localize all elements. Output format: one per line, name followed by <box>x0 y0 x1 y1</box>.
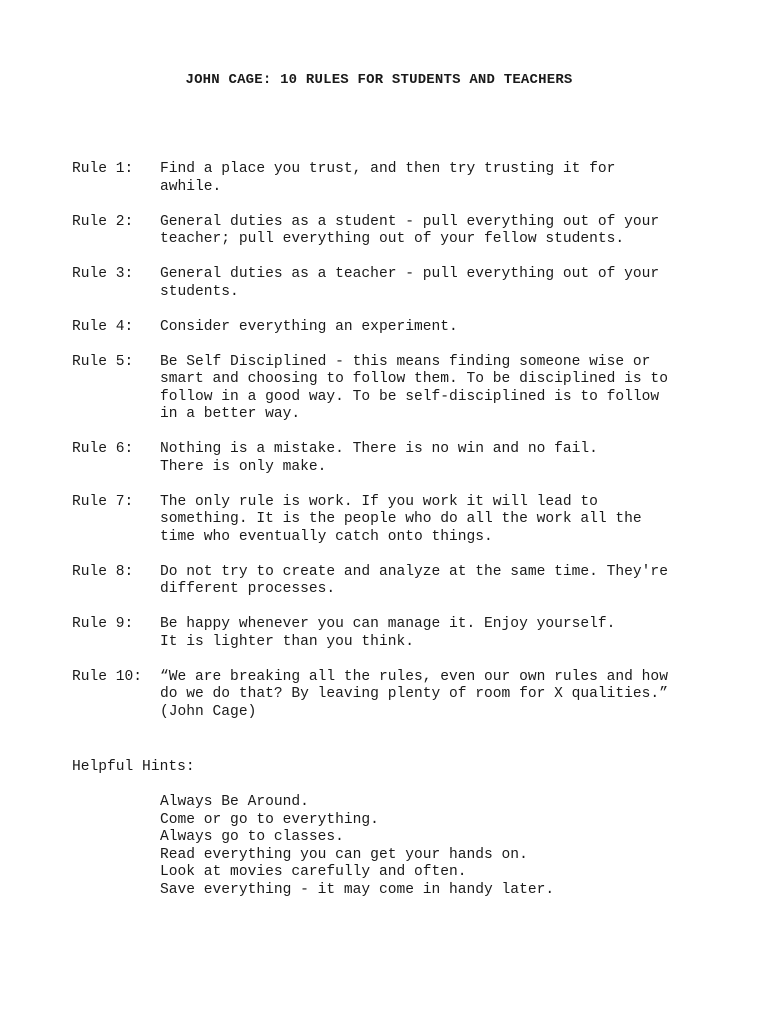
rule-item <box>72 266 712 301</box>
hints-list <box>160 794 554 899</box>
hint-item: Come or go to everything. <box>160 811 379 828</box>
rules-list <box>72 161 712 739</box>
hint-item: Always Be Around. <box>160 794 309 810</box>
rule-item <box>72 616 712 651</box>
rule-item <box>72 494 712 547</box>
rule-label: Rule 9: <box>72 616 134 632</box>
rule-item <box>72 669 712 722</box>
hint-item: Read everything you can get your hands on. <box>160 846 528 863</box>
rule-label: Rule 4: <box>72 318 134 335</box>
rule-label: Rule 2: <box>72 213 134 230</box>
rule-item <box>72 441 712 476</box>
rule-item <box>72 564 712 599</box>
hints-heading: Helpful Hints: <box>72 759 195 775</box>
rule-label: Rule 1: <box>72 161 134 177</box>
rule-text: General duties as a teacher - pull everything out of your students. <box>160 266 660 300</box>
rule-text: “We are breaking all the rules, even our own rules and how do we do that? By leaving plenty of room for X qualities.” (John Cage) <box>160 668 668 720</box>
rule-text: The only rule is work. If you work it will lead to something. It is the people who do all the work all the time who eventually catch onto things. <box>160 493 642 545</box>
rule-label: Rule 8: <box>72 563 134 580</box>
rule-text: Do not try to create and analyze at the same time. They're different processes. <box>160 563 668 597</box>
rule-label: Rule 5: <box>72 353 134 370</box>
rule-item <box>72 161 712 196</box>
rule-label: Rule 7: <box>72 493 134 510</box>
rule-text: Consider everything an experiment. <box>160 318 458 335</box>
rule-label: Rule 6: <box>72 441 134 457</box>
rule-item <box>72 354 712 424</box>
rule-text: General duties as a student - pull everything out of your teacher; pull everything out of your fellow students. <box>160 213 660 247</box>
rule-text: Find a place you trust, and then try trusting it for awhile. <box>160 161 616 195</box>
rule-item <box>72 214 712 249</box>
rule-text: Be Self Disciplined - this means finding someone wise or smart and choosing to follow them. To be disciplined is to follow in a good way. To be self-disciplined is to follow in a better way. <box>160 353 668 422</box>
hint-item: Look at movies carefully and often. <box>160 864 467 880</box>
hint-item: Save everything - it may come in handy later. <box>160 881 555 898</box>
rule-item <box>72 319 712 337</box>
rule-label: Rule 3: <box>72 266 134 282</box>
rule-text: Be happy whenever you can manage it. Enjoy yourself. It is lighter than you think. <box>160 616 616 650</box>
hint-item: Always go to classes. <box>160 829 344 845</box>
page-title: JOHN CAGE: 10 RULES FOR STUDENTS AND TEACHERS <box>185 72 573 88</box>
rule-text: Nothing is a mistake. There is no win and no fail. There is only make. <box>160 441 598 475</box>
rule-label: Rule 10: <box>72 668 143 685</box>
